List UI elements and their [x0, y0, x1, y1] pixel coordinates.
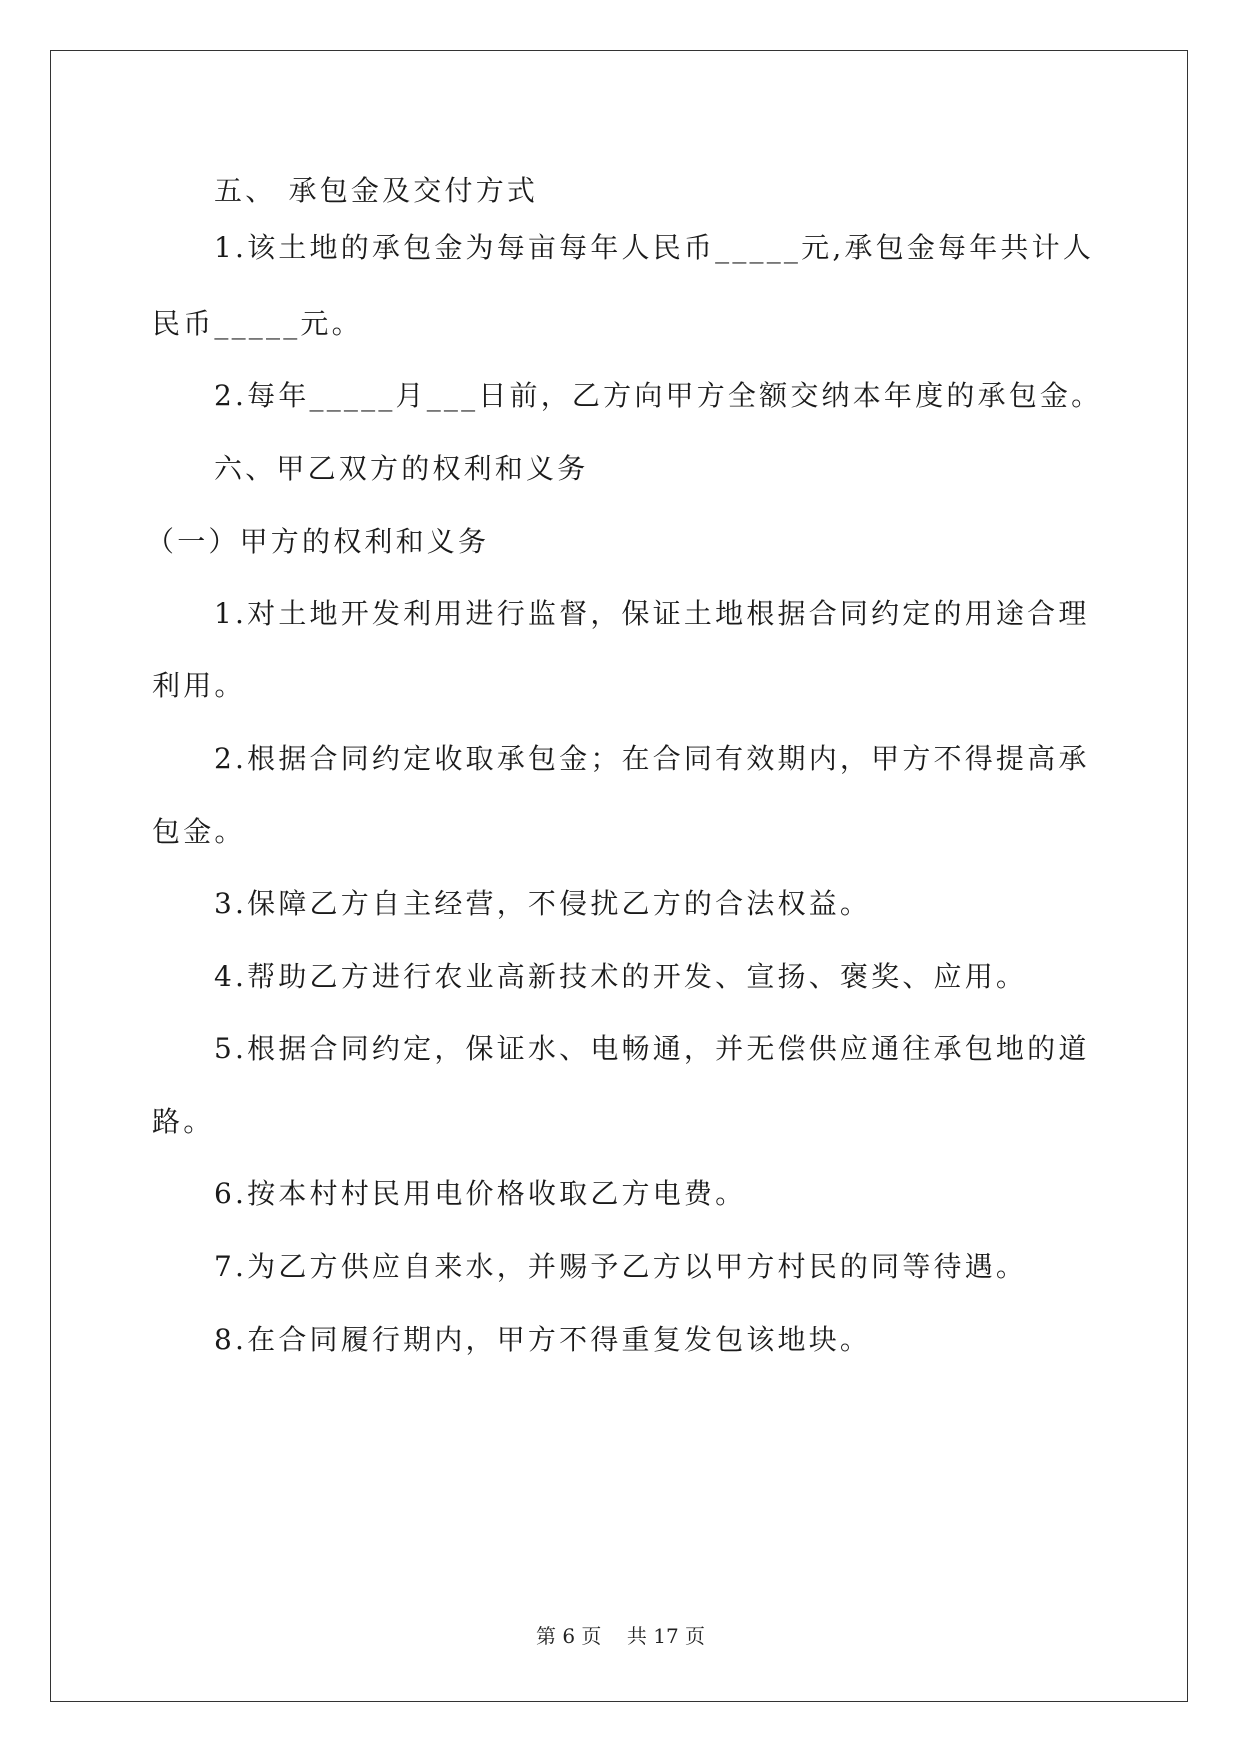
paragraph-line: 民币_____元。 — [152, 307, 363, 340]
page-footer — [0, 1622, 1241, 1650]
page-frame — [50, 50, 1188, 1702]
paragraph-line: 8.在合同履行期内，甲方不得重复发包该地块。 — [214, 1323, 872, 1356]
page-total: 共 17 页 — [626, 1624, 706, 1648]
paragraph-line: 路。 — [152, 1105, 215, 1138]
paragraph-line: 1.该土地的承包金为每亩每年人民币_____元,承包金每年共计人 — [214, 231, 1095, 264]
section-heading-five: 五、 承包金及交付方式 — [214, 174, 539, 207]
paragraph-line: 3.保障乙方自主经营，不侵扰乙方的合法权益。 — [214, 887, 872, 920]
paragraph-line: 利用。 — [152, 669, 246, 702]
paragraph-line: 5.根据合同约定，保证水、电畅通，并无偿供应通往承包地的道 — [214, 1032, 1090, 1065]
paragraph-line: 2.每年_____月___日前，乙方向甲方全额交纳本年度的承包金。 — [214, 379, 1103, 412]
paragraph-line: 4.帮助乙方进行农业高新技术的开发、宣扬、褒奖、应用。 — [214, 960, 1028, 993]
paragraph-line: 包金。 — [152, 815, 246, 848]
paragraph-line: 2.根据合同约定收取承包金；在合同有效期内，甲方不得提高承 — [214, 742, 1090, 775]
paragraph-line: 6.按本村村民用电价格收取乙方电费。 — [214, 1177, 747, 1210]
paragraph-line: 7.为乙方供应自来水，并赐予乙方以甲方村民的同等待遇。 — [214, 1250, 1028, 1283]
subsection-heading: （一）甲方的权利和义务 — [146, 525, 490, 558]
paragraph-line: 1.对土地开发利用进行监督，保证土地根据合同约定的用途合理 — [214, 597, 1090, 630]
page-number: 第 6 页 — [535, 1624, 602, 1648]
section-heading-six: 六、甲乙双方的权利和义务 — [214, 452, 589, 485]
